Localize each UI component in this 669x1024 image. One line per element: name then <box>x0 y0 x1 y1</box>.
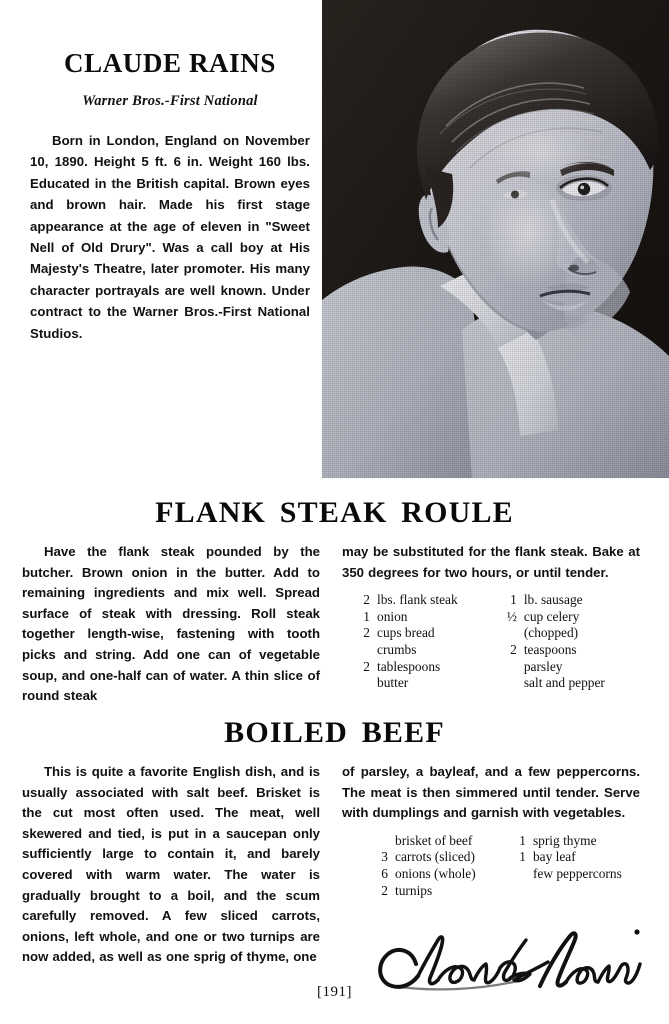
page-number: [191] <box>317 984 352 1000</box>
recipe-column-left <box>22 762 320 968</box>
ingredient-row <box>507 659 640 676</box>
ingredient-row <box>378 866 494 883</box>
ingredient-name: parsley <box>523 658 563 674</box>
star-name: CLAUDE RAINS <box>64 48 276 78</box>
ingredient-row <box>378 883 494 900</box>
ingredient-quantity: 1 <box>510 592 517 608</box>
ingredient-name: salt and pepper <box>523 675 605 691</box>
recipe-column-left <box>22 542 320 707</box>
recipe-columns <box>22 542 647 707</box>
recipe-method-left: Have the flank steak pounded by the butcher. Brown onion in the butter. Add to remaining ingredients and mix well. Spread surface of steak with dressing. Roll steak together length-wise, fastening with tooth picks and string. Add one can of vegetable soup, and one-half can of water. A thin slice of round steak <box>22 544 320 704</box>
ingredient-row <box>516 849 640 866</box>
portrait-photo <box>322 0 669 478</box>
ingredient-row <box>378 833 494 850</box>
ingredient-quantity: 3 <box>381 849 388 865</box>
recipe-title: FLANK STEAK ROULE <box>155 496 514 529</box>
ingredient-row <box>360 592 493 609</box>
biography-text: Born in London, England on November 10, 1890. Height 5 ft. 6 in. Weight 160 lbs. Educated in the British capital. Brown eyes and brown hair. Made his first stage appearance at the age of eleven in "Sweet Nell of Old Drury". Was a call boy at His Majesty's Theatre, later promoter. His many character portrayals are well known. Under contract to the Warner Bros.-First National Studios. <box>30 133 310 341</box>
biography-block <box>30 48 310 344</box>
ingredients-column-right <box>507 592 640 692</box>
ingredient-row <box>516 833 640 850</box>
ingredients-list <box>342 833 640 899</box>
ingredient-quantity: 6 <box>381 865 388 881</box>
ingredients-column-left <box>360 592 493 692</box>
ingredient-quantity: 1 <box>363 608 370 624</box>
ingredient-name: turnips <box>395 882 433 898</box>
ingredient-quantity: 2 <box>363 592 370 608</box>
ingredient-row <box>360 609 493 626</box>
recipe-column-right <box>342 762 640 899</box>
ingredient-name: onion <box>377 608 408 624</box>
ingredient-row <box>360 642 493 659</box>
ingredient-name: cups bread <box>377 625 435 641</box>
ingredient-row <box>360 659 493 676</box>
ingredient-row <box>360 675 493 692</box>
ingredient-name: crumbs <box>377 641 417 657</box>
recipe-title: BOILED BEEF <box>224 716 445 749</box>
ingredient-name: tablespoons <box>377 658 441 674</box>
ingredient-name: butter <box>377 675 409 691</box>
ingredient-name: sprig thyme <box>532 832 597 848</box>
ingredient-quantity: 2 <box>510 641 517 657</box>
studio-affiliation: Warner Bros.-First National <box>82 93 258 109</box>
ingredient-name: onions (whole) <box>395 865 476 881</box>
ingredient-name: bay leaf <box>532 849 576 865</box>
ingredient-quantity: 2 <box>363 625 370 641</box>
recipe-method-right: of parsley, a bayleaf, and a few peppercorns. The meat is then simmered until tender. Serve with dumplings and garnish with vegetables. <box>342 764 640 821</box>
ingredients-list <box>342 592 640 692</box>
ingredient-name: brisket of beef <box>395 832 473 848</box>
ingredient-name: lb. sausage <box>523 592 583 608</box>
ingredient-row <box>360 625 493 642</box>
ingredient-name: cup celery <box>523 608 580 624</box>
ingredient-name: carrots (sliced) <box>395 849 475 865</box>
ingredient-quantity: ½ <box>506 608 517 624</box>
ingredient-row <box>378 849 494 866</box>
ingredient-name: few peppercorns <box>532 865 622 881</box>
ingredients-column-right <box>516 833 640 899</box>
ingredient-row <box>507 675 640 692</box>
ingredient-name: (chopped) <box>523 625 579 641</box>
portrait-illustration <box>322 0 669 478</box>
ingredient-name: lbs. flank steak <box>377 592 458 608</box>
ingredient-row <box>507 609 640 626</box>
ingredient-quantity: 2 <box>381 882 388 898</box>
recipe-flank-steak-roule <box>22 496 647 707</box>
ingredient-name: teaspoons <box>523 641 577 657</box>
ingredient-quantity: 2 <box>363 658 370 674</box>
ingredients-column-left <box>378 833 494 899</box>
ingredient-quantity: 1 <box>519 832 526 848</box>
recipe-method-left: This is quite a favorite English dish, and is usually associated with salt beef. Brisket is the cut most often used. The meat, well skewered and tied, is put in a saucepan only sufficiently large to contain it, and barely covered with warm water. The water is gradually brought to a boil, and the scum carefully removed. A few sliced carrots, onions, left whole, and one or two turnips are now added, as well as one sprig of thyme, one <box>22 764 320 965</box>
ingredient-row <box>507 592 640 609</box>
recipe-column-right <box>342 542 640 692</box>
ingredient-row <box>507 642 640 659</box>
ingredient-row <box>516 866 640 883</box>
ingredient-row <box>507 625 640 642</box>
ingredient-quantity: 1 <box>519 849 526 865</box>
recipe-method-right: may be substituted for the flank steak. Bake at 350 degrees for two hours, or until tender. <box>342 544 640 580</box>
